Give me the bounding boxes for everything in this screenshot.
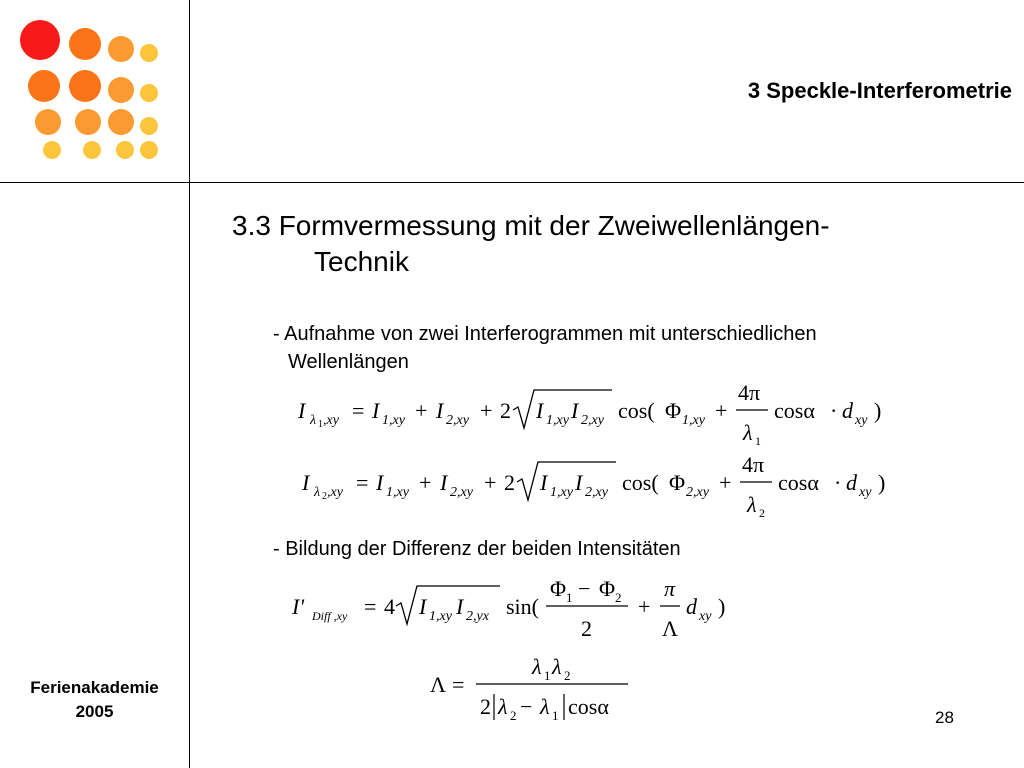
eq-symbol: 2: [322, 491, 327, 502]
equation-intensity-lambda2: [294, 450, 904, 522]
dot: [140, 84, 158, 102]
eq-symbol: d: [842, 398, 853, 423]
dot: [28, 70, 60, 102]
eq-symbol: 2: [759, 506, 765, 520]
eq-symbol: 1,xy: [429, 609, 452, 624]
eq-symbol: Φ: [669, 470, 686, 495]
eq-symbol: I: [372, 398, 380, 423]
eq-symbol: cos(: [618, 398, 655, 423]
eq-symbol: 1,xy: [682, 413, 705, 428]
eq-symbol: 2: [500, 398, 511, 423]
eq-symbol: 2,xy: [450, 485, 473, 500]
eq-symbol: ): [878, 470, 886, 495]
equation-difference-intensity: [288, 574, 738, 646]
eq-symbol: cosα: [778, 470, 819, 495]
eq-symbol: 1,xy: [386, 485, 409, 500]
eq-symbol: λ: [532, 654, 542, 679]
eq-symbol: 2: [615, 590, 622, 605]
section-title-line1: 3.3 Formvermessung mit der Zweiwellenlängen-: [232, 210, 830, 241]
bullet-difference: - Bildung der Differenz der beiden Intensitäten: [273, 538, 681, 560]
eq-symbol: 1: [318, 419, 323, 430]
eq-symbol: =: [364, 594, 377, 619]
eq-symbol: π: [664, 576, 676, 601]
footer-organization: [0, 676, 189, 724]
eq-symbol: ): [874, 398, 882, 423]
eq-symbol: cos(: [622, 470, 659, 495]
eq-symbol: 1: [755, 434, 761, 448]
eq-symbol: I: [571, 398, 579, 423]
vertical-divider: [189, 0, 190, 768]
eq-symbol: xy: [699, 609, 712, 624]
eq-symbol: I: [575, 470, 583, 495]
eq-symbol: Φ: [665, 398, 682, 423]
eq-symbol: I: [419, 594, 427, 619]
dot: [108, 77, 134, 103]
horizontal-divider: [0, 182, 1024, 183]
eq-symbol: λ: [540, 694, 550, 719]
eq-symbol: I: [440, 470, 448, 495]
eq-symbol: 1,xy: [382, 413, 405, 428]
eq-symbol: ,xy: [327, 485, 343, 500]
eq-symbol: 4: [384, 594, 395, 619]
footer-org-line1: Ferienakademie: [30, 678, 159, 697]
bullet-recording-line2: Wellenlängen: [288, 351, 409, 373]
eq-symbol: =: [452, 672, 465, 697]
eq-symbol: +: [419, 470, 432, 495]
eq-symbol: 2,xy: [446, 413, 469, 428]
section-title: [232, 208, 992, 280]
dot: [83, 141, 101, 159]
eq-symbol: +: [484, 470, 497, 495]
eq-symbol: 2: [510, 708, 517, 723]
eq-symbol: λ: [552, 654, 562, 679]
equation-intensity-lambda1: [290, 378, 900, 450]
eq-symbol: I: [302, 470, 310, 495]
eq-symbol: 2: [581, 616, 592, 641]
eq-symbol: +: [638, 594, 651, 619]
eq-symbol: λ: [743, 420, 753, 445]
eq-symbol: 2,xy: [581, 413, 604, 428]
eq-symbol: 2: [504, 470, 515, 495]
footer-org-line2: 2005: [75, 702, 114, 721]
eq-symbol: 2: [564, 668, 571, 683]
eq-symbol: d: [686, 594, 697, 619]
eq-symbol: 1,xy: [550, 485, 573, 500]
eq-symbol: 2,yx: [466, 609, 489, 624]
eq-symbol: λ: [310, 413, 317, 428]
eq-symbol: 1: [544, 668, 551, 683]
eq-symbol: I: [540, 470, 548, 495]
eq-symbol: 4π: [738, 380, 761, 405]
eq-symbol: 2: [480, 694, 491, 719]
eq-symbol: λ: [314, 485, 321, 500]
eq-symbol: cosα: [568, 694, 609, 719]
equation-synthetic-wavelength: [428, 650, 638, 726]
eq-symbol: Φ: [550, 576, 567, 601]
eq-symbol: +: [719, 470, 732, 495]
dot: [75, 109, 101, 135]
header-title: 3 Speckle-Interferometrie: [747, 78, 1012, 103]
eq-symbol: +: [480, 398, 493, 423]
dot: [43, 141, 61, 159]
eq-symbol: I: [376, 470, 384, 495]
eq-symbol: cosα: [774, 398, 815, 423]
eq-symbol: +: [715, 398, 728, 423]
eq-symbol: −: [578, 576, 591, 601]
eq-symbol: 1: [552, 708, 559, 723]
eq-symbol: I: [456, 594, 464, 619]
eq-symbol: ,xy: [323, 413, 339, 428]
bullet-recording-line1: - Aufnahme von zwei Interferogrammen mit unterschiedlichen: [273, 323, 817, 345]
eq-symbol: I: [536, 398, 544, 423]
eq-symbol: xy: [859, 485, 872, 500]
eq-symbol: I': [292, 594, 305, 619]
eq-symbol: Λ: [430, 672, 446, 697]
dot: [20, 20, 60, 60]
eq-symbol: =: [352, 398, 365, 423]
eq-symbol: =: [356, 470, 369, 495]
page-number: 28: [935, 708, 954, 727]
eq-symbol: d: [846, 470, 857, 495]
dot: [35, 109, 61, 135]
eq-symbol: ·: [830, 398, 838, 423]
eq-symbol: ): [718, 594, 726, 619]
eq-symbol: ·: [834, 470, 842, 495]
eq-symbol: +: [415, 398, 428, 423]
eq-symbol: I: [436, 398, 444, 423]
eq-symbol: 2,xy: [686, 485, 709, 500]
section-title-line2: Technik: [314, 246, 409, 277]
dot: [69, 70, 101, 102]
eq-symbol: −: [520, 694, 533, 719]
eq-symbol: Diff ,xy: [312, 609, 348, 623]
dot: [108, 109, 134, 135]
eq-symbol: I: [298, 398, 306, 423]
eq-symbol: 1: [566, 590, 573, 605]
dot: [140, 141, 158, 159]
bullet-recording: [273, 320, 993, 376]
eq-symbol: Φ: [599, 576, 616, 601]
decorative-dot-grid: [0, 0, 189, 182]
eq-symbol: Λ: [662, 616, 678, 641]
dot: [116, 141, 134, 159]
eq-symbol: xy: [855, 413, 868, 428]
eq-symbol: sin(: [506, 594, 539, 619]
dot: [69, 28, 101, 60]
eq-symbol: λ: [747, 492, 757, 517]
dot: [140, 117, 158, 135]
eq-symbol: 1,xy: [546, 413, 569, 428]
eq-symbol: 4π: [742, 452, 765, 477]
dot: [108, 36, 134, 62]
eq-symbol: 2,xy: [585, 485, 608, 500]
eq-symbol: λ: [498, 694, 508, 719]
dot: [140, 44, 158, 62]
